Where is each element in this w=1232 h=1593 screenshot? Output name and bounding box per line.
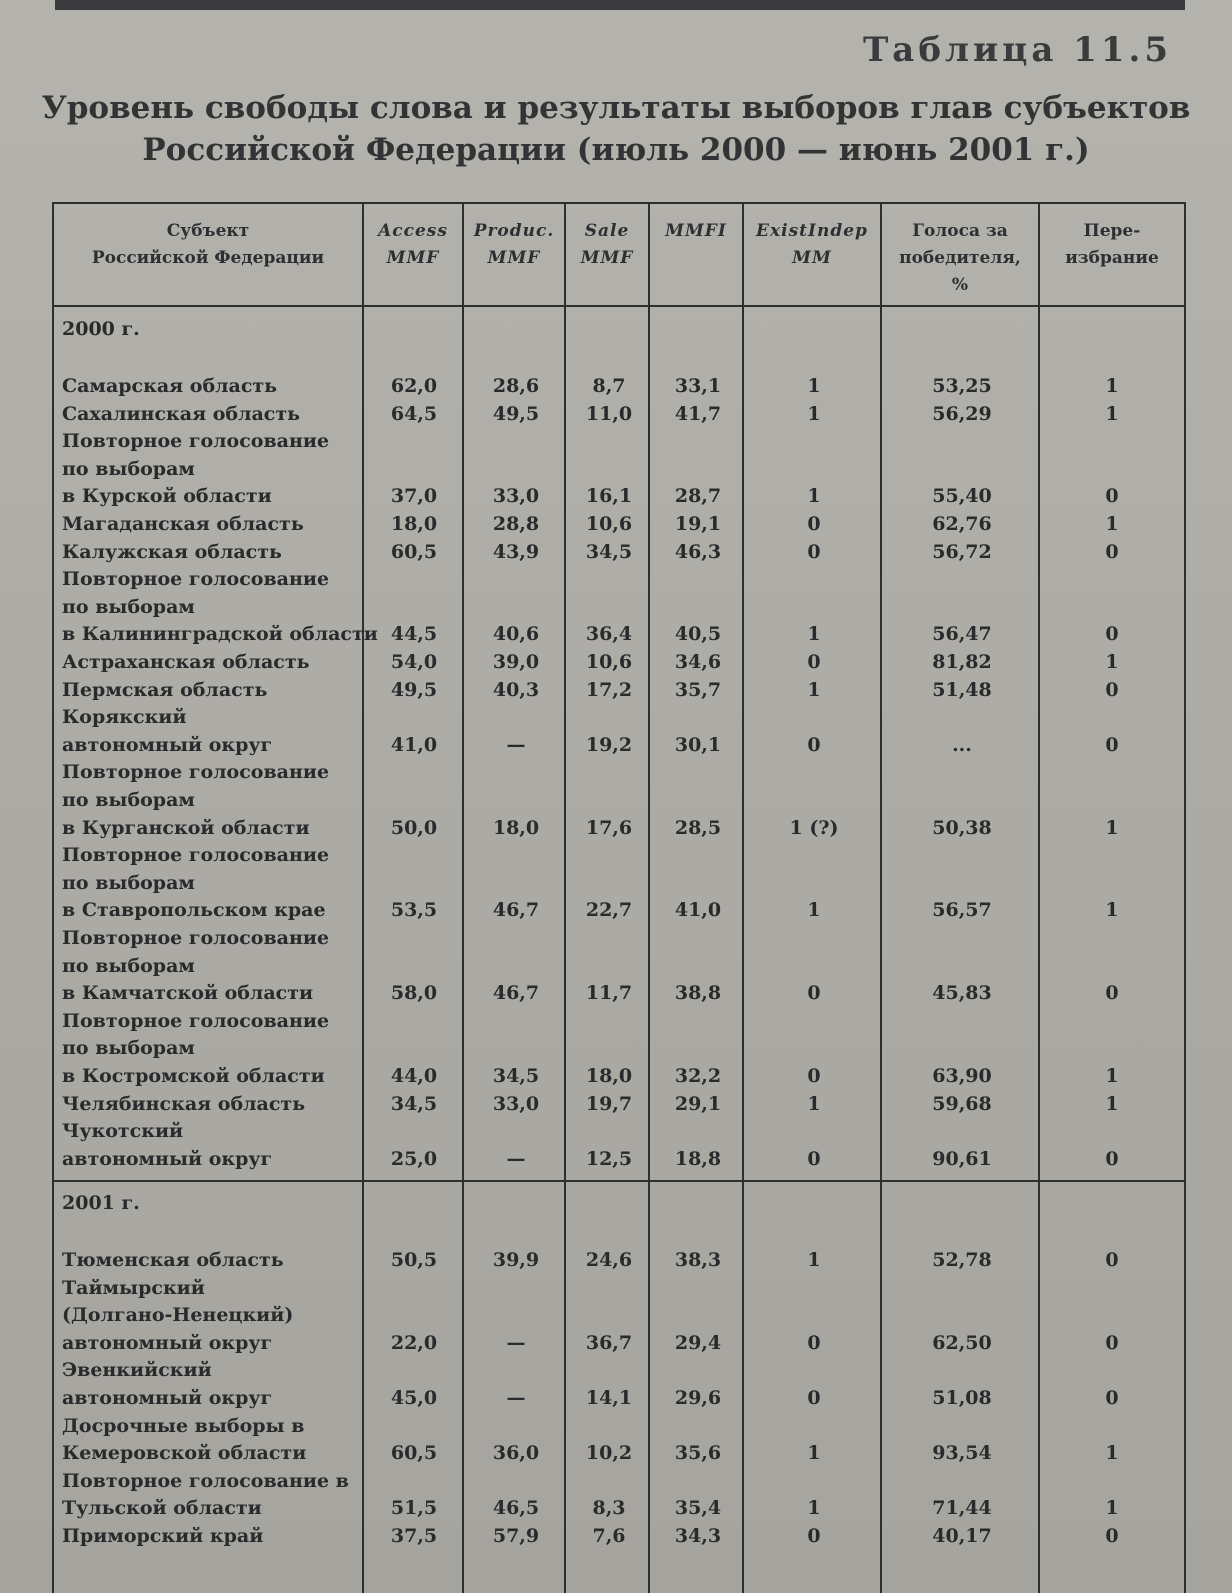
cell-sale: 12,5 <box>585 1147 633 1170</box>
cell-access: 53,5 <box>390 899 438 922</box>
cell-access: 44,5 <box>390 623 438 646</box>
cell-mmfi: 34,3 <box>674 1525 722 1547</box>
subject-name: Самарская область <box>62 375 278 397</box>
cell-produc: 28,8 <box>492 513 540 535</box>
cell-mmfi: 35,4 <box>674 1497 722 1520</box>
cell-votes: ... <box>952 733 972 756</box>
cell-mmfi: 29,4 <box>674 1331 722 1354</box>
cell-mmfi: 28,5 <box>674 816 722 839</box>
cell-access: 54,0 <box>390 651 438 673</box>
header-produc-l1: Produc. <box>473 221 555 241</box>
subject-name: в Костромской области <box>62 1065 325 1087</box>
subject-name: Повторное голосование в <box>62 1469 349 1492</box>
subject-name: по выборам <box>62 789 195 811</box>
cell-produc: — <box>506 1387 526 1409</box>
cell-sale: 11,7 <box>585 982 633 1005</box>
cell-mmfi: 28,7 <box>674 485 722 508</box>
cell-sale: 18,0 <box>585 1065 633 1087</box>
subject-name: по выборам <box>62 871 195 894</box>
cell-sale: 14,1 <box>585 1387 633 1409</box>
subject-name: Челябинская область <box>62 1092 306 1115</box>
header-votes-l3: % <box>951 275 969 295</box>
subject-name: Эвенкийский <box>62 1359 212 1382</box>
cell-sale: 22,7 <box>585 899 633 922</box>
cell-sale: 34,5 <box>585 540 633 563</box>
subject-name: Калужская область <box>62 540 282 563</box>
cell-access: 45,0 <box>390 1387 438 1409</box>
cell-reelection: 1 <box>1105 816 1119 839</box>
cell-reelection: 1 <box>1105 651 1119 673</box>
cell-votes: 90,61 <box>932 1147 992 1170</box>
subject-name: Магаданская область <box>62 513 304 535</box>
header-exist-l2: MM <box>792 248 832 268</box>
header-subject-l1: Субъект <box>166 221 250 241</box>
cell-access: 64,5 <box>390 402 438 425</box>
cell-votes: 81,82 <box>932 651 992 673</box>
header-access-l2: MMF <box>386 248 440 268</box>
header-access-l1: Access <box>378 221 448 241</box>
header-subject-l2: Российской Федерации <box>91 248 325 268</box>
cell-exist-indep: 1 <box>807 1497 821 1520</box>
cell-reelection: 0 <box>1105 1331 1119 1354</box>
cell-sale: 10,6 <box>585 651 633 673</box>
cell-reelection: 0 <box>1105 540 1119 563</box>
cell-access: 22,0 <box>390 1331 438 1354</box>
table-title-line2: Российской Федерации (июль 2000 — июнь 2001 г.) <box>142 132 1090 168</box>
cell-votes: 40,17 <box>932 1525 992 1547</box>
cell-votes: 53,25 <box>932 375 992 397</box>
subject-name: Чукотский <box>62 1120 184 1143</box>
header-exist-l1: ExistIndep <box>756 221 868 241</box>
header-votes-l1: Голоса за <box>912 221 1008 241</box>
cell-exist-indep: 0 <box>807 733 821 756</box>
cell-access: 62,0 <box>390 375 438 397</box>
subject-name: Повторное голосование <box>62 430 330 453</box>
cell-votes: 51,48 <box>932 678 992 701</box>
cell-mmfi: 29,6 <box>674 1387 722 1409</box>
subject-name: Повторное голосование <box>62 927 330 949</box>
subject-name: Кемеровской области <box>62 1442 307 1465</box>
cell-votes: 62,50 <box>932 1331 992 1354</box>
cell-exist-indep: 0 <box>807 982 821 1005</box>
subject-name: Корякский <box>62 706 187 729</box>
cell-sale: 17,6 <box>585 816 633 839</box>
subject-name: Повторное голосование <box>62 761 330 784</box>
cell-mmfi: 41,7 <box>674 402 722 425</box>
cell-exist-indep: 1 <box>807 623 821 646</box>
header-sale-l1: Sale <box>584 221 630 241</box>
cell-access: 60,5 <box>390 1442 438 1465</box>
cell-exist-indep: 0 <box>807 1387 821 1409</box>
cell-mmfi: 41,0 <box>674 899 722 922</box>
cell-access: 41,0 <box>390 733 438 756</box>
subject-name: Пермская область <box>62 678 268 701</box>
header-votes-l2: победителя, <box>899 248 1021 268</box>
subject-name: Тульской области <box>62 1497 262 1520</box>
cell-sale: 11,0 <box>585 402 633 425</box>
cell-exist-indep: 1 <box>807 1092 821 1115</box>
cell-reelection: 0 <box>1105 733 1119 756</box>
cell-produc: 49,5 <box>492 402 540 425</box>
cell-reelection: 0 <box>1105 485 1119 508</box>
header-reelect <box>1040 218 1184 272</box>
cell-mmfi: 18,8 <box>674 1147 722 1170</box>
cell-reelection: 1 <box>1105 513 1119 535</box>
cell-access: 25,0 <box>390 1147 438 1170</box>
cell-produc: 33,0 <box>492 1092 540 1115</box>
cell-votes: 50,38 <box>932 816 992 839</box>
cell-sale: 7,6 <box>592 1525 626 1547</box>
subject-name: в Калининградской области <box>62 623 378 646</box>
cell-access: 37,0 <box>390 485 438 508</box>
subject-name: Досрочные выборы в <box>62 1414 305 1437</box>
cell-sale: 19,7 <box>585 1092 633 1115</box>
subject-name: по выборам <box>62 1037 195 1060</box>
cell-produc: 34,5 <box>492 1065 540 1087</box>
cell-produc: 43,9 <box>492 540 540 563</box>
cell-exist-indep: 0 <box>807 540 821 563</box>
cell-reelection: 0 <box>1105 1147 1119 1170</box>
cell-mmfi: 33,1 <box>674 375 722 397</box>
cell-access: 37,5 <box>390 1525 438 1547</box>
cell-reelection: 0 <box>1105 623 1119 646</box>
data-table <box>52 202 1186 1593</box>
cell-reelection: 1 <box>1105 1092 1119 1115</box>
cell-sale: 8,7 <box>592 375 626 397</box>
cell-mmfi: 19,1 <box>674 513 722 535</box>
subject-name: Астраханская область <box>62 651 310 673</box>
cell-produc: 57,9 <box>492 1525 540 1547</box>
cell-exist-indep: 1 <box>807 899 821 922</box>
header-subject <box>54 218 362 272</box>
subject-name: автономный округ <box>62 733 273 756</box>
subject-name: по выборам <box>62 457 195 480</box>
cell-reelection: 1 <box>1105 1497 1119 1520</box>
cell-reelection: 1 <box>1105 1065 1119 1087</box>
section-divider <box>54 1180 1184 1182</box>
cell-produc: 39,9 <box>492 1249 540 1271</box>
subject-name: в Курганской области <box>62 816 310 839</box>
cell-mmfi: 40,5 <box>674 623 722 646</box>
subject-name: Повторное голосование <box>62 1009 330 1032</box>
subject-name: (Долгано-Ненецкий) <box>62 1304 294 1327</box>
subject-name: по выборам <box>62 595 195 618</box>
cell-reelection: 1 <box>1105 899 1119 922</box>
cell-reelection: 0 <box>1105 1387 1119 1409</box>
header-access <box>364 218 462 272</box>
header-mmfi <box>650 218 742 245</box>
subject-name: Тюменская область <box>62 1249 284 1271</box>
column-divider <box>462 204 464 1593</box>
cell-sale: 24,6 <box>585 1249 633 1271</box>
cell-sale: 36,7 <box>585 1331 633 1354</box>
cell-votes: 45,83 <box>932 982 992 1005</box>
cell-access: 50,5 <box>390 1249 438 1271</box>
cell-access: 44,0 <box>390 1065 438 1087</box>
cell-reelection: 1 <box>1105 375 1119 397</box>
cell-access: 50,0 <box>390 816 438 839</box>
subject-name: Повторное голосование <box>62 844 330 867</box>
cell-votes: 56,72 <box>932 540 992 563</box>
cell-sale: 16,1 <box>585 485 633 508</box>
cell-produc: 33,0 <box>492 485 540 508</box>
cell-produc: — <box>506 1147 526 1170</box>
cell-exist-indep: 0 <box>807 513 821 535</box>
cell-access: 58,0 <box>390 982 438 1005</box>
subject-name: в Камчатской области <box>62 982 314 1005</box>
table-title-line1: Уровень свободы слова и результаты выборов глав субъектов <box>41 90 1191 126</box>
subject-name: автономный округ <box>62 1387 273 1409</box>
subject-name: в Курской области <box>62 485 272 508</box>
cell-access: 18,0 <box>390 513 438 535</box>
cell-votes: 62,76 <box>932 513 992 535</box>
cell-votes: 56,29 <box>932 402 992 425</box>
cell-produc: — <box>506 733 526 756</box>
header-sale <box>566 218 648 272</box>
cell-access: 51,5 <box>390 1497 438 1520</box>
cell-exist-indep: 0 <box>807 1525 821 1547</box>
cell-reelection: 0 <box>1105 678 1119 701</box>
cell-produc: 46,5 <box>492 1497 540 1520</box>
cell-exist-indep: 1 <box>807 485 821 508</box>
header-produc-l2: MMF <box>487 248 541 268</box>
cell-exist-indep: 1 <box>807 402 821 425</box>
cell-mmfi: 38,3 <box>674 1249 722 1271</box>
header-exist <box>744 218 880 272</box>
cell-votes: 51,08 <box>932 1387 992 1409</box>
cell-reelection: 1 <box>1105 1442 1119 1465</box>
cell-mmfi: 29,1 <box>674 1092 722 1115</box>
cell-produc: 36,0 <box>492 1442 540 1465</box>
top-rule <box>55 0 1185 10</box>
header-produc <box>464 218 564 272</box>
header-divider <box>54 305 1184 307</box>
cell-exist-indep: 0 <box>807 1331 821 1354</box>
cell-votes: 59,68 <box>932 1092 992 1115</box>
cell-exist-indep: 0 <box>807 1065 821 1087</box>
cell-sale: 10,2 <box>585 1442 633 1465</box>
cell-exist-indep: 1 <box>807 1442 821 1465</box>
subject-name: в Ставропольском крае <box>62 899 326 922</box>
cell-votes: 63,90 <box>932 1065 992 1087</box>
cell-mmfi: 30,1 <box>674 733 722 756</box>
header-sale-l2: MMF <box>580 248 634 268</box>
section-label-2001: 2001 г. <box>62 1192 140 1214</box>
cell-reelection: 0 <box>1105 1525 1119 1547</box>
cell-votes: 56,57 <box>932 899 992 922</box>
subject-name: автономный округ <box>62 1331 273 1354</box>
cell-reelection: 1 <box>1105 402 1119 425</box>
cell-produc: 39,0 <box>492 651 540 673</box>
cell-produc: 18,0 <box>492 816 540 839</box>
cell-access: 49,5 <box>390 678 438 701</box>
cell-exist-indep: 1 <box>807 375 821 397</box>
header-votes <box>882 218 1038 299</box>
cell-produc: 40,3 <box>492 678 540 701</box>
cell-sale: 19,2 <box>585 733 633 756</box>
column-divider <box>362 204 364 1593</box>
cell-exist-indep: 0 <box>807 651 821 673</box>
cell-reelection: 0 <box>1105 982 1119 1005</box>
cell-reelection: 0 <box>1105 1249 1119 1271</box>
header-reelect-l1: Пере- <box>1083 221 1141 241</box>
cell-mmfi: 46,3 <box>674 540 722 563</box>
cell-produc: 28,6 <box>492 375 540 397</box>
section-label-2000: 2000 г. <box>62 318 140 340</box>
cell-mmfi: 35,7 <box>674 678 722 701</box>
subject-name: Повторное голосование <box>62 568 330 591</box>
cell-produc: — <box>506 1331 526 1354</box>
subject-name: Таймырский <box>62 1276 205 1299</box>
header-reelect-l2: избрание <box>1065 248 1159 268</box>
cell-votes: 93,54 <box>932 1442 992 1465</box>
subject-name: Сахалинская область <box>62 402 301 425</box>
cell-exist-indep: 0 <box>807 1147 821 1170</box>
cell-sale: 36,4 <box>585 623 633 646</box>
cell-mmfi: 34,6 <box>674 651 722 673</box>
cell-mmfi: 35,6 <box>674 1442 722 1465</box>
header-mmfi-l1: MMFI <box>665 221 727 241</box>
cell-votes: 56,47 <box>932 623 992 646</box>
subject-name: Приморский край <box>62 1525 264 1547</box>
cell-votes: 71,44 <box>932 1497 992 1520</box>
cell-produc: 46,7 <box>492 899 540 922</box>
cell-mmfi: 38,8 <box>674 982 722 1005</box>
cell-sale: 8,3 <box>592 1497 626 1520</box>
subject-name: по выборам <box>62 954 195 977</box>
cell-access: 60,5 <box>390 540 438 563</box>
cell-sale: 17,2 <box>585 678 633 701</box>
subject-name: автономный округ <box>62 1147 273 1170</box>
cell-votes: 52,78 <box>932 1249 992 1271</box>
cell-exist-indep: 1 (?) <box>789 816 839 839</box>
table-number: Таблица 11.5 <box>863 30 1172 70</box>
cell-produc: 40,6 <box>492 623 540 646</box>
cell-sale: 10,6 <box>585 513 633 535</box>
cell-votes: 55,40 <box>932 485 992 508</box>
cell-exist-indep: 1 <box>807 1249 821 1271</box>
cell-exist-indep: 1 <box>807 678 821 701</box>
cell-access: 34,5 <box>390 1092 438 1115</box>
cell-mmfi: 32,2 <box>674 1065 722 1087</box>
cell-produc: 46,7 <box>492 982 540 1005</box>
